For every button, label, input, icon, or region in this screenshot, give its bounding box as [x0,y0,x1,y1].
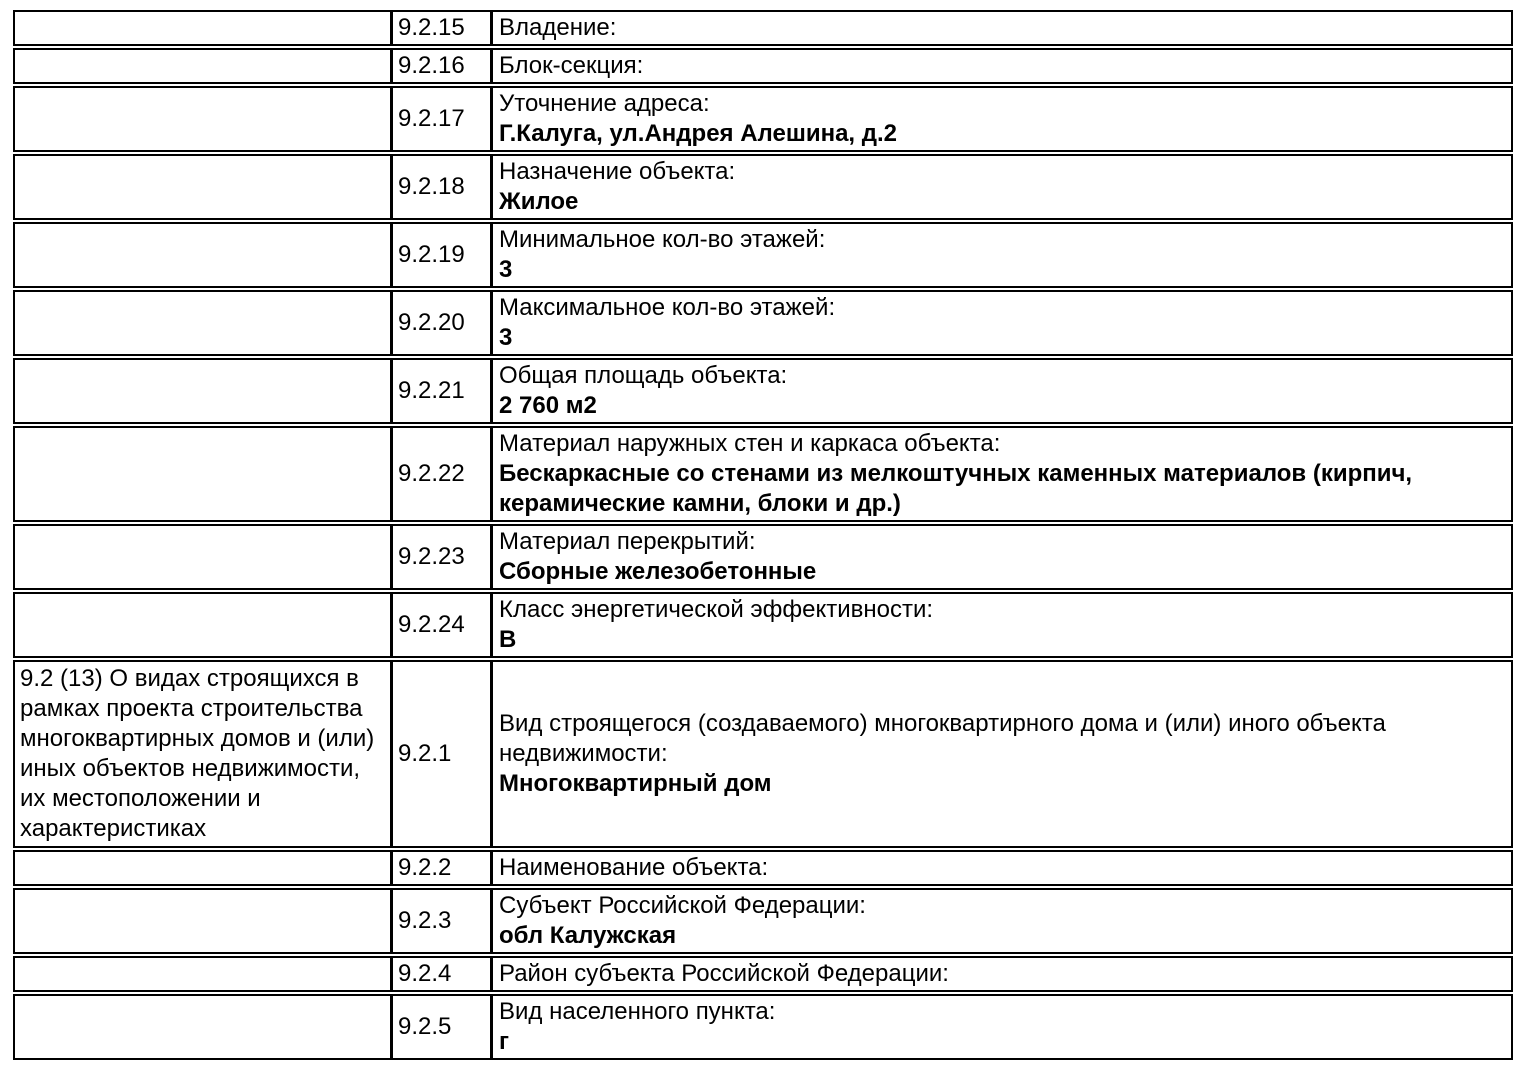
row-id: 9.2.24 [398,611,465,638]
field-label: Назначение объекта: [499,158,736,185]
field-label: Субъект Российской Федерации: [499,892,866,919]
row-id: 9.2.21 [398,377,465,404]
section-spacer-cell [15,156,390,218]
row-id-cell [390,88,493,150]
table-row [13,10,1513,46]
section-spacer-cell [15,292,390,354]
row-id-cell [390,996,493,1058]
field-value: 3 [499,256,513,283]
field-value: Г.Калуга, ул.Андрея Алешина, д.2 [499,120,898,147]
table-row-section [13,660,1513,848]
field-cell [493,890,1511,952]
section-spacer-cell [15,996,390,1058]
section-spacer-cell [15,594,390,656]
row-id: 9.2.22 [398,460,465,487]
section-spacer-cell [15,50,390,82]
row-id-cell [390,12,493,44]
table-row [13,86,1513,152]
row-id: 9.2.19 [398,241,465,268]
table-row [13,290,1513,356]
section-title-cell [15,662,390,846]
row-id: 9.2.15 [398,14,465,41]
row-id-cell [390,852,493,884]
section-spacer-cell [15,890,390,952]
row-id-cell [390,224,493,286]
section-spacer-cell [15,88,390,150]
field-cell [493,662,1511,846]
field-label: Блок-секция: [499,52,644,79]
row-id-cell [390,292,493,354]
field-cell [493,12,1511,44]
row-id-cell [390,526,493,588]
field-value: Жилое [499,188,579,215]
field-value: обл Калужская [499,922,677,949]
row-id-cell [390,958,493,990]
row-id-cell [390,428,493,520]
field-cell [493,958,1511,990]
field-cell [493,996,1511,1058]
row-id: 9.2.3 [398,907,452,934]
section-spacer-cell [15,224,390,286]
row-id: 9.2.20 [398,309,465,336]
field-cell [493,360,1511,422]
field-cell [493,88,1511,150]
field-value: 3 [499,324,513,351]
row-id-cell [390,594,493,656]
field-label: Класс энергетической эффективности: [499,596,934,623]
table-row [13,994,1513,1060]
field-label: Минимальное кол-во этажей: [499,226,826,253]
section-spacer-cell [15,526,390,588]
table-row [13,850,1513,886]
row-id: 9.2.4 [398,960,452,987]
table-row [13,358,1513,424]
field-label: Вид населенного пункта: [499,998,776,1025]
row-id: 9.2.1 [398,740,452,767]
field-cell [493,156,1511,218]
table-row [13,888,1513,954]
project-declaration-table [13,10,1513,1062]
table-row [13,524,1513,590]
field-cell [493,526,1511,588]
table-row [13,426,1513,522]
field-label: Материал наружных стен и каркаса объекта: [499,430,1001,457]
row-id-cell [390,360,493,422]
field-label: Уточнение адреса: [499,90,710,117]
field-value: Сборные железобетонные [499,558,817,585]
field-cell [493,428,1511,520]
table-row [13,956,1513,992]
field-label: Максимальное кол-во этажей: [499,294,836,321]
table-row [13,48,1513,84]
field-value: Бескаркасные со стенами из мелкоштучных каменных материалов (кирпич, керамические камни, блоки и др.) [499,460,1413,517]
table-row [13,592,1513,658]
row-id: 9.2.17 [398,105,465,132]
field-cell [493,50,1511,82]
table-row [13,154,1513,220]
field-cell [493,224,1511,286]
section-spacer-cell [15,852,390,884]
field-label: Наименование объекта: [499,854,769,881]
table-row [13,222,1513,288]
field-cell [493,852,1511,884]
row-id-cell [390,50,493,82]
field-label: Район субъекта Российской Федерации: [499,960,949,987]
field-value: В [499,626,517,653]
field-value: 2 760 м2 [499,392,597,419]
row-id: 9.2.23 [398,543,465,570]
row-id-cell [390,662,493,846]
field-cell [493,594,1511,656]
field-cell [493,292,1511,354]
row-id: 9.2.16 [398,52,465,79]
section-spacer-cell [15,360,390,422]
section-spacer-cell [15,428,390,520]
field-value: г [499,1028,509,1055]
field-label: Общая площадь объекта: [499,362,788,389]
field-label: Вид строящегося (создаваемого) многоквартирного дома и (или) иного объекта недвижимости: [499,710,1386,767]
section-spacer-cell [15,12,390,44]
row-id-cell [390,890,493,952]
row-id-cell [390,156,493,218]
section-spacer-cell [15,958,390,990]
field-label: Владение: [499,14,617,41]
field-value: Многоквартирный дом [499,770,772,797]
row-id: 9.2.5 [398,1013,452,1040]
section-title: 9.2 (13) О видах строящихся в рамках проекта строительства многоквартирных домов и (или) иных объектов недвижимости, их местоположении и характеристиках [20,665,375,842]
row-id: 9.2.18 [398,173,465,200]
row-id: 9.2.2 [398,854,452,881]
field-label: Материал перекрытий: [499,528,756,555]
